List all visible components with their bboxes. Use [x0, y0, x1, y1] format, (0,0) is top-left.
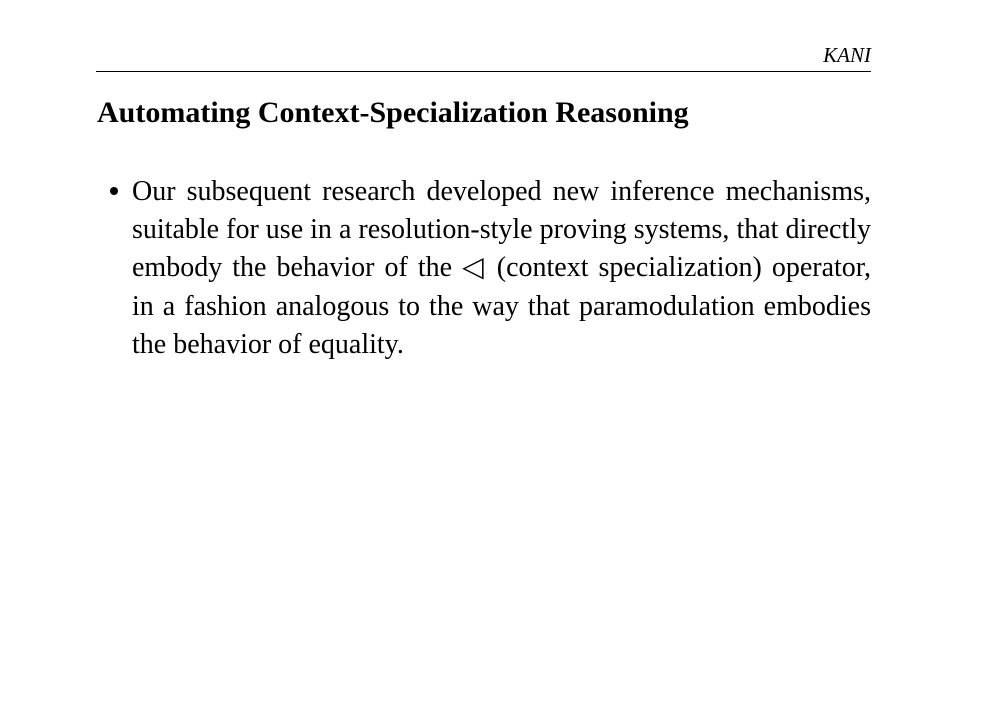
slide-title: Automating Context-Specialization Reasoning — [97, 96, 689, 129]
bullet-dot-icon — [110, 187, 118, 195]
header-rule — [96, 71, 871, 72]
running-header: KANI — [823, 43, 871, 67]
bullet-text: Our subsequent research developed new inference mechanisms, suitable for use in a resolution-style proving systems, that directly embody the behavior of the ◁ (context specialization) operator, in a fashion analogous to the way that paramodulation embodies the behavior of equality. — [132, 176, 871, 360]
